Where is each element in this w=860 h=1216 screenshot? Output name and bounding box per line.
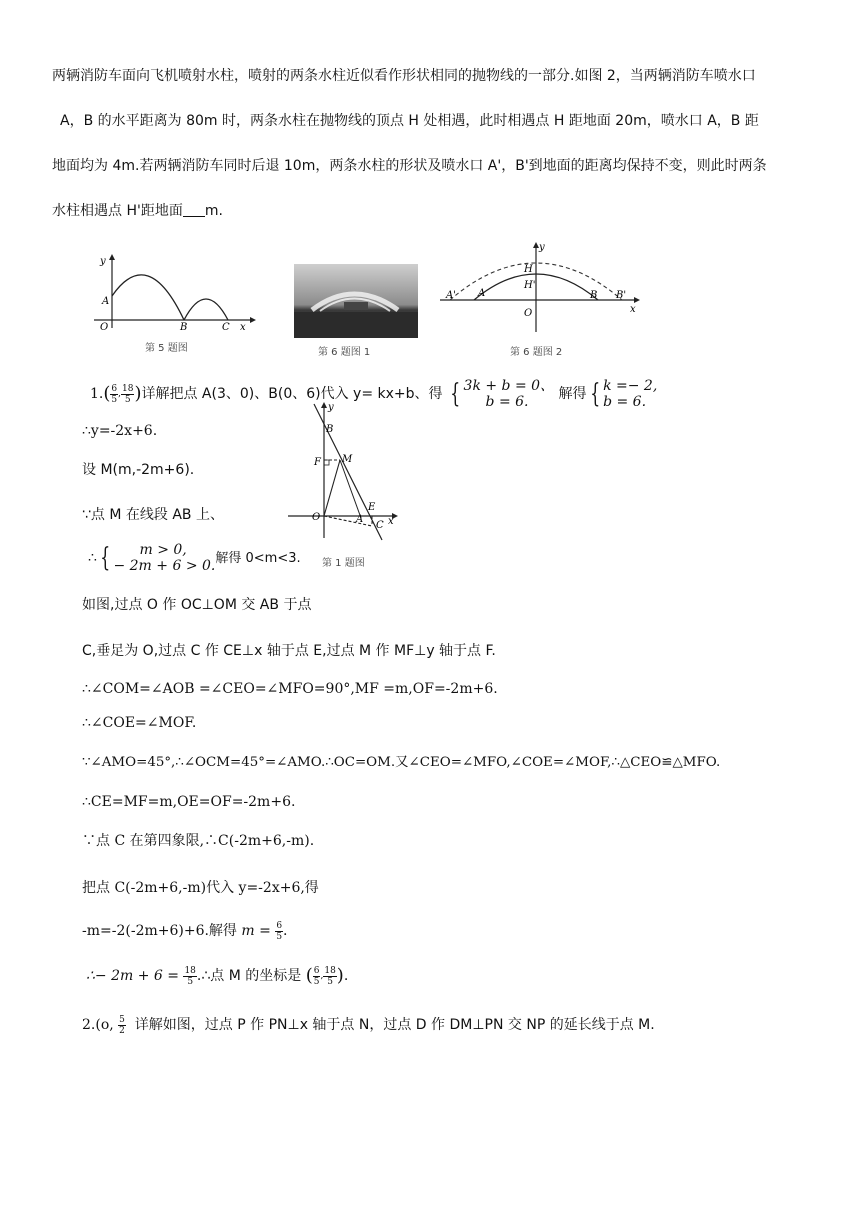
problem-line-3: 地面均为 4m.若两辆消防车同时后退 10m，两条水柱的形状及喷水口 A'，B'到地面的距离均保持不变，则此时两条	[52, 158, 767, 174]
item-number-1: 1.	[90, 386, 104, 402]
frac-m-value: $\frac{6}{5}$	[276, 920, 283, 942]
fig5-label-C: C	[222, 322, 230, 332]
solution-line-3: 设 M(m,-2m+6).	[82, 462, 195, 478]
solution-line-4: ∵点 M 在线段 AB 上、	[82, 507, 224, 523]
solution-line-6: 如图,过点 O 作 OC⊥OM 交 AB 于点	[82, 597, 312, 613]
fig1-label-O: O	[312, 512, 321, 523]
frac-18-5-b: $\frac{18}{5}$	[184, 965, 196, 987]
fig6-label-A2: A'	[446, 290, 456, 301]
fig5-label-B: B	[180, 322, 188, 332]
fig1-label-B: B	[326, 424, 334, 435]
solution-line-1: 1.( $\frac{6}{5}$ , $\frac{18}{5}$ )详解把点 A(3、0)、B(0、6)代入 y= kx+b、得 { 3k + b = 0、 b = 6. 解得 { k =− 2, b = 6.	[90, 378, 658, 410]
fig6-photo	[294, 264, 418, 338]
problem-line-4-unit: m.	[204, 203, 223, 219]
frac-coord-x: $\frac{6}{5}$	[313, 965, 320, 987]
fig6-label-x: x	[630, 304, 636, 315]
figure-1	[284, 398, 400, 544]
solution-line-10: ∵∠AMO=45°,∴∠OCM=45°=∠AMO.∴OC=OM.又∠CEO=∠MFO,∠COE=∠MOF,∴△CEO≌△MFO.	[82, 755, 721, 770]
fig1-label-x: x	[388, 516, 394, 527]
problem-line-4-text: 水柱相遇点 H'距地面	[52, 203, 183, 219]
frac-coord-y: $\frac{18}{5}$	[324, 965, 336, 987]
problem-line-1: 两辆消防车面向飞机喷射水柱，喷射的两条水柱近似看作形状相同的抛物线的一部分.如图 2，当两辆消防车喷水口	[52, 68, 756, 84]
fig1-caption: 第 1 题图	[322, 558, 365, 569]
fig1-label-E: E	[368, 502, 376, 513]
fig6-label-O: O	[524, 308, 533, 319]
fig5-label-x: x	[240, 322, 246, 332]
solution-line-13: 把点 C(-2m+6,-m)代入 y=-2x+6,得	[82, 880, 319, 896]
fig1-label-M: M	[342, 454, 353, 465]
solution-line-2: ∴y=-2x+6.	[82, 423, 158, 439]
solution-1-text: 详解把点 A(3、0)、B(0、6)代入 y= kx+b、得	[141, 386, 443, 402]
solution-line-9: ∴∠COE=∠MOF.	[82, 715, 197, 731]
fig6-label-B2: B'	[616, 290, 627, 301]
problem-line-2: A，B 的水平距离为 80m 时，两条水柱在抛物线的顶点 H 处相遇，此时相遇点 H 距地面 20m，喷水口 A，B 距	[60, 113, 759, 129]
answer-blank	[183, 202, 205, 217]
solution-line-12: ∵点 C 在第四象限,∴C(-2m+6,-m).	[82, 833, 315, 849]
fig6b-caption: 第 6 题图 2	[510, 347, 563, 358]
solution-line-16: 2.(o, $\frac{5}{2}$ 详解如图，过点 P 作 PN⊥x 轴于点 N，过点 D 作 DM⊥PN 交 NP 的延长线于点 M.	[82, 1014, 655, 1036]
solution-line-14: -m=-2(-2m+6)+6.解得 m = $\frac{6}{5}$ .	[82, 920, 288, 942]
frac-5-2: $\frac{5}{2}$	[119, 1014, 125, 1036]
problem-line-4	[52, 201, 223, 221]
fig1-label-C: C	[376, 520, 384, 531]
fig1-label-A: A	[356, 514, 364, 525]
system-2: k =− 2, b = 6.	[603, 378, 658, 410]
frac-18-5: $\frac{18}{5}$	[122, 383, 134, 405]
solution-line-8: ∴∠COM=∠AOB =∠CEO=∠MFO=90°,MF =m,OF=-2m+6.	[82, 681, 498, 697]
fig6-label-H: H	[524, 264, 533, 275]
frac-6-5: $\frac{6}{5}$	[111, 383, 118, 405]
fig5-label-A: A	[102, 296, 110, 307]
figure-6-diagram	[436, 240, 642, 336]
solution-line-15: ∴− 2m + 6 = $\frac{18}{5}$ .∴点 M 的坐标是 ( $\frac{6}{5}$ , $\frac{18}{5}$ ).	[86, 965, 349, 987]
fig6-label-H2: H'	[524, 280, 536, 291]
inequality-system: m > 0, − 2m + 6 > 0.	[113, 542, 216, 574]
solution-line-5: ∴ { m > 0, − 2m + 6 > 0. 解得 0<m<3.	[88, 542, 301, 574]
fig6-label-y: y	[539, 242, 545, 253]
fig5-caption: 第 5 题图	[145, 343, 188, 354]
fig6-label-B: B	[590, 290, 598, 301]
fig6-label-A: A	[478, 288, 486, 299]
fig1-label-y: y	[328, 402, 334, 413]
figure-5	[88, 252, 258, 332]
fig1-label-F: F	[314, 457, 321, 468]
fig5-label-y: y	[100, 256, 106, 267]
fig5-label-O: O	[100, 322, 109, 332]
solution-line-11: ∴CE=MF=m,OE=OF=-2m+6.	[82, 794, 296, 810]
fig6a-caption: 第 6 题图 1	[318, 347, 371, 358]
solution-line-7: C,垂足为 O,过点 C 作 CE⊥x 轴于点 E,过点 M 作 MF⊥y 轴于点 F.	[82, 643, 496, 659]
solve-word: 解得	[558, 386, 587, 402]
system-1: 3k + b = 0、 b = 6.	[463, 378, 555, 410]
